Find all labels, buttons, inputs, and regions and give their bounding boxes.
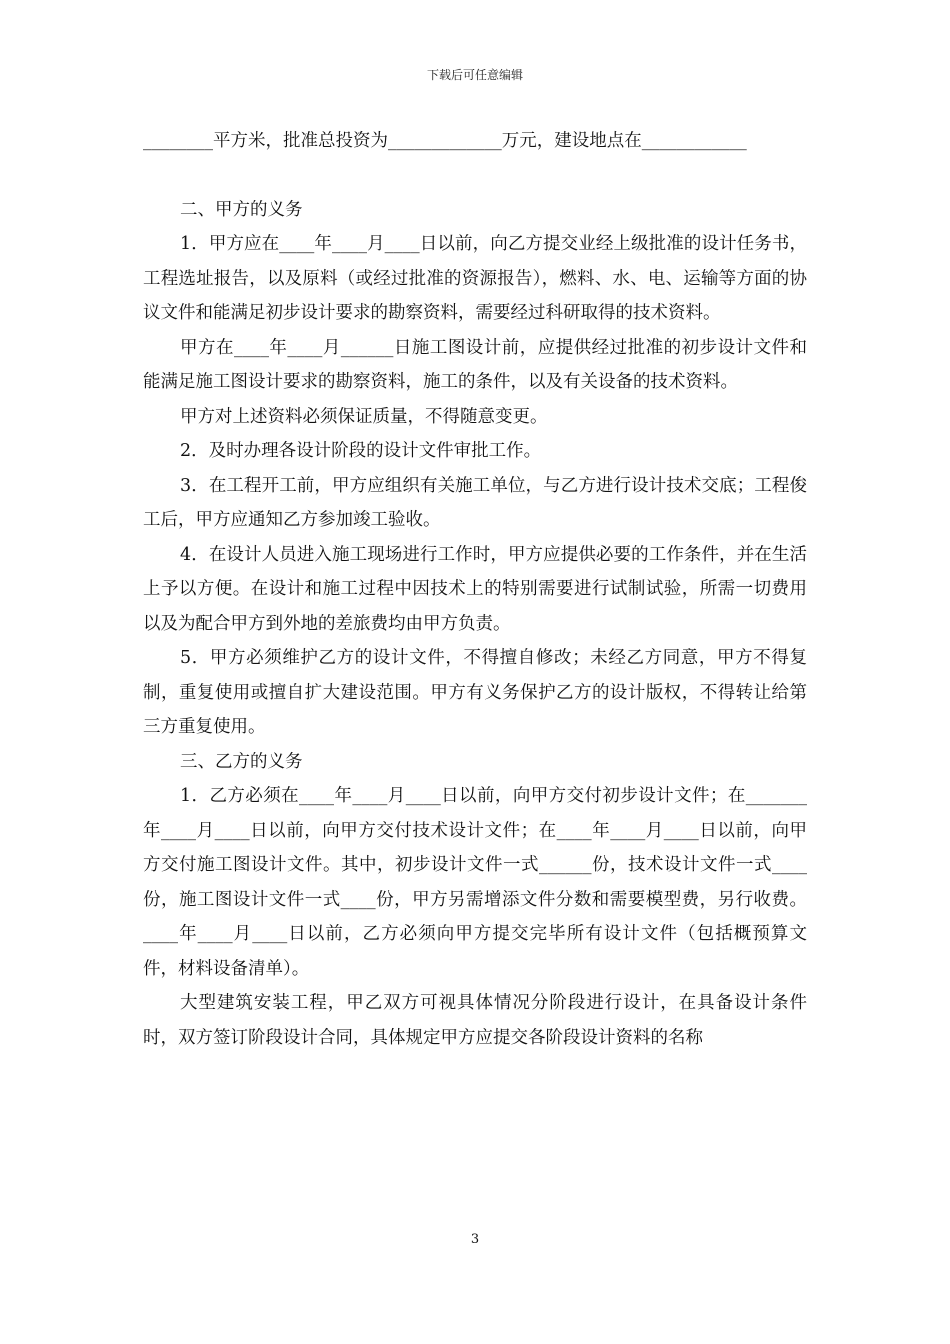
- paragraph-a-1: 1．甲方应在____年____月____日以前，向乙方提交业经上级批准的设计任务书，工程选址报告，以及原料（或经过批准的资源报告），燃料、水、电、运输等方面的协议文件和能满足初步设计要求的勘察资料，需要经过科研取得的技术资料。: [143, 234, 807, 323]
- page-header: 下载后可任意编辑: [426, 68, 523, 82]
- paragraph-large-projects: 大型建筑安装工程，甲乙双方可视具体情况分阶段进行设计，在具备设计条件时，双方签订阶段设计合同，具体规定甲方应提交各阶段设计资料的名称: [143, 993, 807, 1048]
- section-heading-party-a-obligations: 二、甲方的义务: [180, 199, 303, 220]
- paragraph-a-1-construction-drawings: 甲方在____年____月______日施工图设计前，应提供经过批准的初步设计文件和能满足施工图设计要求的勘察资料，施工的条件，以及有关设备的技术资料。: [143, 337, 807, 392]
- paragraph-b-1: 1．乙方必须在____年____月____日以前，向甲方交付初步设计文件；在_______年____月____日以前，向甲方交付技术设计文件；在____年____月____日以前，向甲方交付施工图设计文件。其中，初步设计文件一式______份，技术设计文件一式____份，施工图设计文件一式____份，甲方另需增添文件分数和需要模型费，另行收费。____年____月____日以前，乙方必须向甲方提交完毕所有设计文件（包括概预算文件，材料设备清单）。: [143, 786, 807, 979]
- paragraph-a-3: 3．在工程开工前，甲方应组织有关施工单位，与乙方进行设计技术交底；工程俊工后，甲方应通知乙方参加竣工验收。: [143, 475, 807, 530]
- paragraph-a-4: 4．在设计人员进入施工现场进行工作时，甲方应提供必要的工作条件，并在生活上予以方便。在设计和施工过程中因技术上的特别需要进行试制试验，所需一切费用以及为配合甲方到外地的差旅费均由甲方负责。: [143, 544, 807, 634]
- paragraph-a-5: 5．甲方必须维护乙方的设计文件，不得擅自修改；未经乙方同意，甲方不得复制，重复使用或擅自扩大建设范围。甲方有义务保护乙方的设计版权，不得转让给第三方重复使用。: [143, 648, 807, 737]
- section-heading-party-b-obligations: 三、乙方的义务: [180, 751, 303, 772]
- paragraph-a-quality: 甲方对上述资料必须保证质量，不得随意变更。: [180, 406, 548, 427]
- document-body: [143, 124, 807, 1055]
- paragraph-area-investment: ________平方米，批准总投资为_____________万元，建设地点在____________: [143, 131, 747, 151]
- paragraph-a-2: 2．及时办理各设计阶段的设计文件审批工作。: [180, 441, 542, 461]
- page-number: 3: [470, 1232, 480, 1247]
